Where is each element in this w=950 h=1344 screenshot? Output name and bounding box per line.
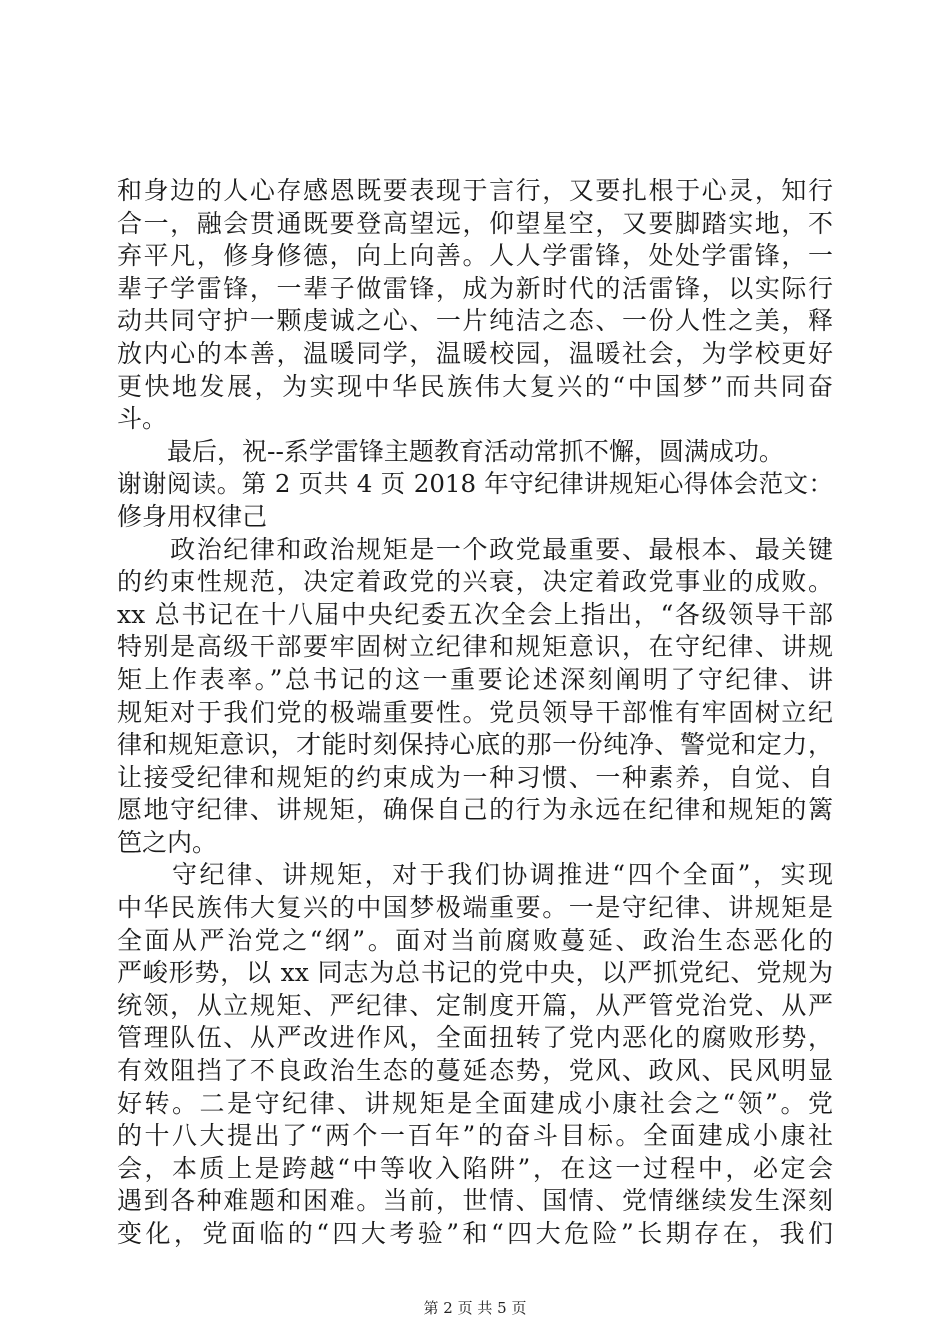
text-line: xx 总书记在十八届中央纪委五次全会上指出，“各级领导干部 xyxy=(117,599,833,629)
text-line: 守纪律、讲规矩，对于我们协调推进“四个全面”，实现 xyxy=(117,860,833,890)
text-line: 政治纪律和政治规矩是一个政党最重要、最根本、最关键 xyxy=(117,534,833,564)
text-line: 斗。 xyxy=(117,404,168,434)
text-line: 矩上作表率。”总书记的这一重要论述深刻阐明了守纪律、讲 xyxy=(117,664,833,694)
text-line: 特别是高级干部要牢固树立纪律和规矩意识，在守纪律、讲规 xyxy=(117,632,833,662)
text-line: 更快地发展，为实现中华民族伟大复兴的“中国梦”而共同奋 xyxy=(117,371,833,401)
text-line: 动共同守护一颗虔诚之心、一片纯洁之态、一份人性之美，释 xyxy=(117,306,833,336)
page-footer: 第 2 页 共 5 页 xyxy=(423,1299,527,1317)
text-line: 统领，从立规矩、严纪律、定制度开篇，从严管党治党、从严 xyxy=(117,990,833,1020)
text-line: 让接受纪律和规矩的约束成为一种习惯、一种素养，自觉、自 xyxy=(117,762,833,792)
text-line: 有效阻挡了不良政治生态的蔓延态势，党风、政风、民风明显 xyxy=(117,1056,833,1086)
text-line: 律和规矩意识，才能时刻保持心底的那一份纯净、警觉和定力， xyxy=(117,730,833,760)
text-line: 管理队伍、从严改进作风，全面扭转了党内恶化的腐败形势， xyxy=(117,1023,833,1053)
text-line: 放内心的本善，温暖同学，温暖校园，温暖社会，为学校更好 xyxy=(117,338,833,368)
text-line: 修身用权律己 xyxy=(117,501,268,531)
text-line: 最后，祝--系学雷锋主题教育活动常抓不懈，圆满成功。 xyxy=(117,436,784,466)
text-line: 愿地守纪律、讲规矩，确保自己的行为永远在纪律和规矩的篱 xyxy=(117,795,833,825)
text-line: 遇到各种难题和困难。当前，世情、国情、党情继续发生深刻 xyxy=(117,1186,833,1216)
text-line: 谢谢阅读。第 2 页共 4 页 2018 年守纪律讲规矩心得体会范文： xyxy=(117,469,833,499)
text-line: 全面从严治党之“纲”。面对当前腐败蔓延、政治生态恶化的 xyxy=(117,925,833,955)
text-line: 严峻形势，以 xx 同志为总书记的党中央，以严抓党纪、党规为 xyxy=(117,958,833,988)
text-line: 辈子学雷锋，一辈子做雷锋，成为新时代的活雷锋，以实际行 xyxy=(117,273,833,303)
text-line: 的约束性规范，决定着政党的兴衰，决定着政党事业的成败。 xyxy=(117,567,833,597)
text-line: 笆之内。 xyxy=(117,827,218,857)
text-line: 规矩对于我们党的极端重要性。党员领导干部惟有牢固树立纪 xyxy=(117,697,833,727)
text-line: 弃平凡，修身修德，向上向善。人人学雷锋，处处学雷锋，一 xyxy=(117,241,833,271)
text-line: 和身边的人心存感恩既要表现于言行，又要扎根于心灵，知行 xyxy=(117,176,833,205)
text-line: 会，本质上是跨越“中等收入陷阱”，在这一过程中，必定会 xyxy=(117,1153,833,1183)
text-line: 中华民族伟大复兴的中国梦极端重要。一是守纪律、讲规矩是 xyxy=(117,893,833,923)
text-line: 好转。二是守纪律、讲规矩是全面建成小康社会之“领”。党 xyxy=(117,1088,833,1118)
text-line: 合一，融会贯通既要登高望远，仰望星空，又要脚踏实地，不 xyxy=(117,208,833,238)
document-body xyxy=(117,175,833,1251)
text-line: 变化，党面临的“四大考验”和“四大危险”长期存在，我们 xyxy=(117,1219,833,1248)
text-line: 的十八大提出了“两个一百年”的奋斗目标。全面建成小康社 xyxy=(117,1121,833,1151)
